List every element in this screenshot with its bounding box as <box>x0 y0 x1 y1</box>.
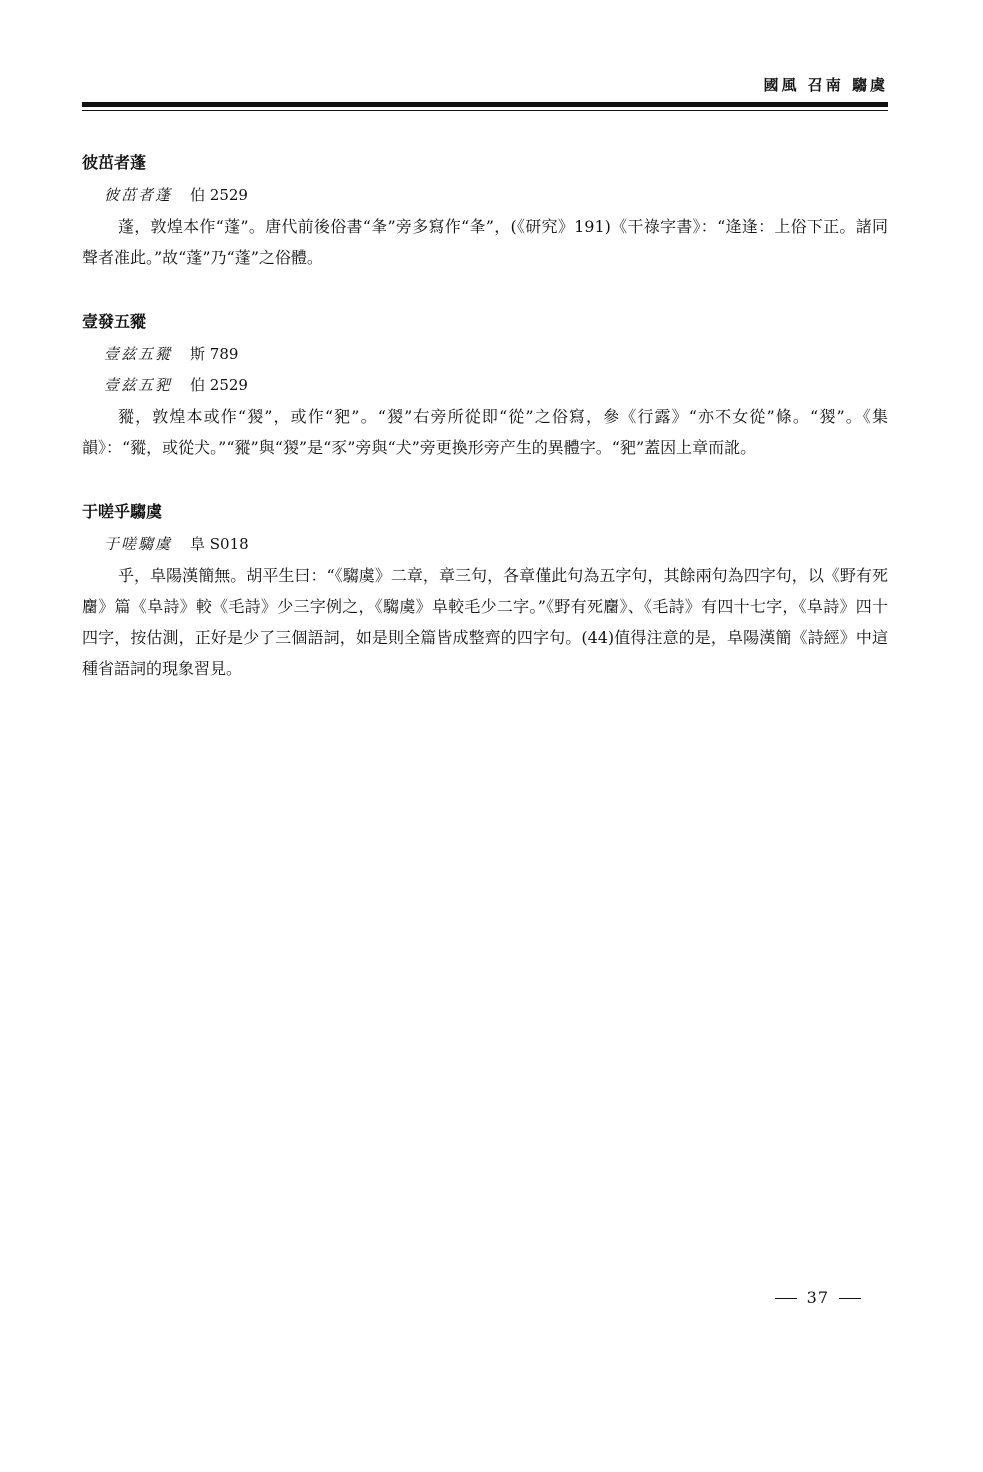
variant-line <box>82 180 888 211</box>
variant-line <box>82 339 888 370</box>
entry <box>82 307 888 463</box>
page-number <box>765 1288 871 1307</box>
variant-source: 斯 789 <box>190 345 239 363</box>
variant-text: 壹兹五豵 <box>104 345 173 363</box>
variant-source: 伯 2529 <box>190 186 248 204</box>
page-number-dash-left <box>775 1298 797 1299</box>
variant-text: 彼茁者蓬 <box>104 186 173 204</box>
entry-title: 壹發五豵 <box>82 312 147 331</box>
page-number-value: 37 <box>806 1288 829 1307</box>
main-content <box>82 148 888 710</box>
variant-source: 伯 2529 <box>190 376 248 394</box>
entry-body: 豵，敦煌本或作“猣”，或作“豝”。“猣”右旁所從即“從”之俗寫，參《行露》“亦不女從”條。“猣”。《集韻》：“豵，或從犬。”“豵”與“猣”是“豕”旁與“犬”旁更換形旁产生的異體字。“豝”蓋因上章而訛。 <box>82 407 888 457</box>
variant-source: 阜 S018 <box>190 535 249 553</box>
entry-title: 彼茁者蓬 <box>82 153 147 172</box>
page-number-dash-right <box>839 1298 861 1299</box>
entry-body: 蓬，敦煌本作“蓬”。唐代前後俗書“夆”旁多寫作“夆”，(《研究》191)《干祿字書》：“逄逢：上俗下正。諸同聲者准此。”故“蓬”乃“蓬”之俗體。 <box>82 217 888 267</box>
header-rule-thick <box>82 102 888 107</box>
entry-title: 于嗟乎騶虞 <box>82 502 163 521</box>
entry-body: 乎，阜陽漢簡無。胡平生曰：“《騶虞》二章，章三句，各章僅此句為五字句，其餘兩句為四字句，以《野有死麕》篇《阜詩》較《毛詩》少三字例之，《騶虞》阜較毛少二字。”《野有死麕》、《毛詩》有四十七字，《阜詩》四十四字，按估測，正好是少了三個語詞，如是則全篇皆成整齊的四字句。(44)值得注意的是，阜陽漢簡《詩經》中這種省語詞的現象習見。 <box>82 566 888 678</box>
header-rule-thin <box>82 110 888 111</box>
variant-text: 于嗟騶虞 <box>104 535 173 553</box>
entry <box>82 148 888 273</box>
variant-line <box>82 529 888 560</box>
variant-text: 壹兹五豝 <box>104 376 173 394</box>
running-header: 國風 召南 騶虞 <box>763 76 888 94</box>
entry <box>82 497 888 684</box>
variant-line <box>82 370 888 401</box>
